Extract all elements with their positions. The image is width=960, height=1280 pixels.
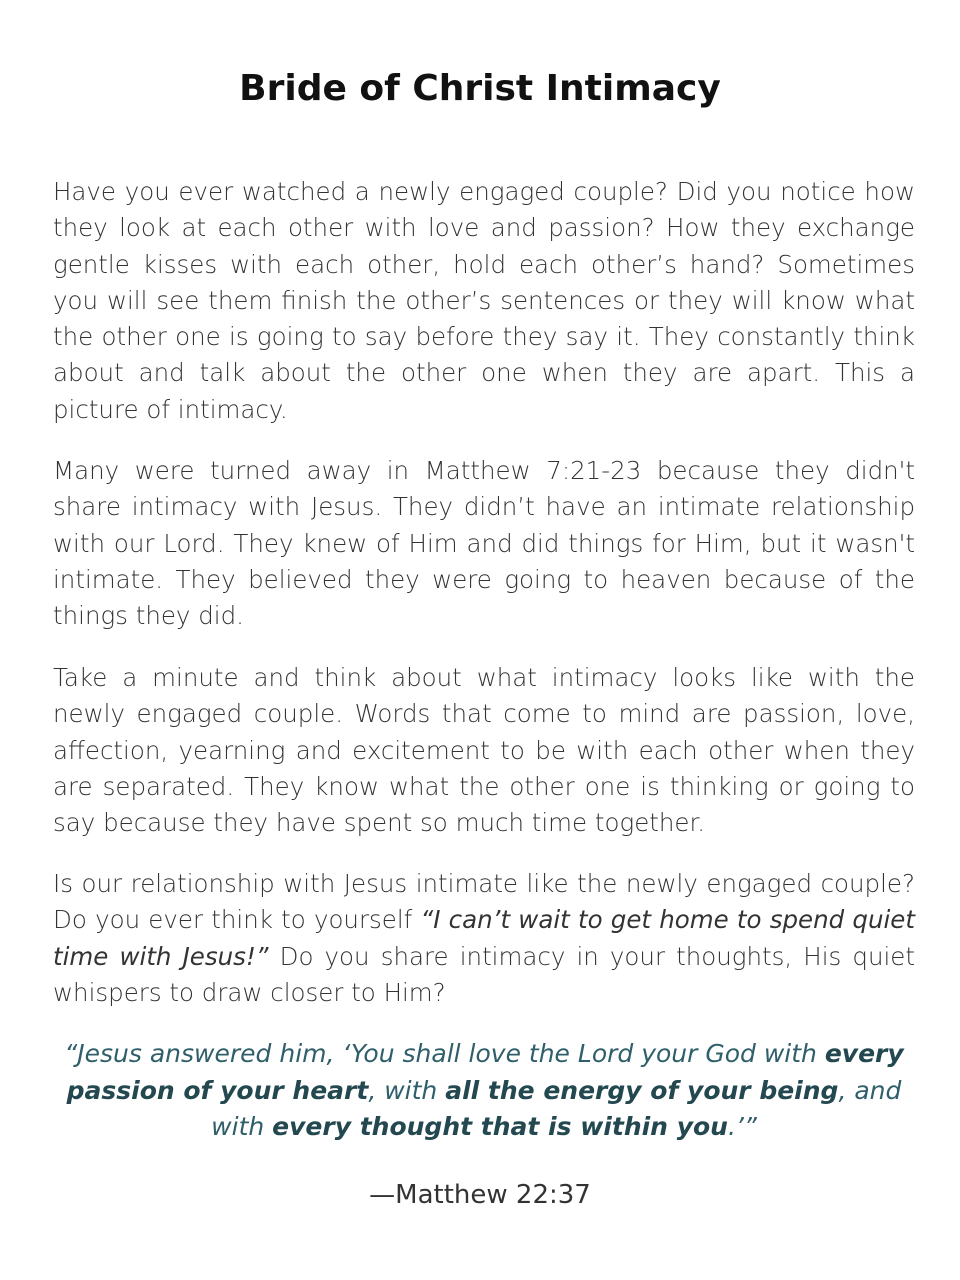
scripture-emphasis: all the energy of your being	[445, 1075, 839, 1105]
paragraph-text: Is our relationship with Jesus intimate like the newly engaged couple? Do you ever think to yourself	[53, 869, 915, 935]
paragraph-matthew-7: Many were turned away in Matthew 7:21-23 because they didn't share intimacy with Jesus. They didn’t have an intimate relationship with our Lord. They knew of Him and did things for Him, but it wasn't intimate. They believed they were going to heaven because of the things they did.	[53, 456, 915, 631]
scripture-quote	[53, 1036, 915, 1146]
page-title: Bride of Christ Intimacy	[239, 68, 721, 109]
paragraph-text: Do you share intimacy in your thoughts, His quiet whispers to draw closer to Him?	[53, 941, 915, 1007]
scripture-text: “Jesus answered him, ‘You shall love the Lord your God with	[64, 1039, 825, 1068]
paragraph-think-intimacy: Take a minute and think about what intimacy looks like with the newly engaged couple. Words that come to mind are passion, love, affection, yearning and excitement to be with each other when they are separated. They know what the other one is thinking or going to say because they have spent so much time together.	[53, 663, 915, 838]
scripture-text: .’”	[727, 1112, 757, 1141]
scripture-emphasis: every thought that is within you	[272, 1112, 728, 1141]
scripture-text: , with	[368, 1075, 446, 1105]
paragraph-relationship-question	[53, 866, 915, 1011]
scripture-citation: —Matthew 22:37	[369, 1180, 591, 1210]
scripture-emphasis: every passion of your heart	[66, 1039, 904, 1105]
paragraph-engaged-couple: Have you ever watched a newly engaged couple? Did you notice how they look at each other with love and passion? How they exchange gentle kisses with each other, hold each other’s hand? Sometimes you will see them finish the other’s sentences or they will know what the other one is going to say before they say it. They constantly think about and talk about the other one when they are apart. This a picture of intimacy.	[53, 177, 915, 424]
inline-quote: “I can’t wait to get home to spend quiet time with Jesus!”	[53, 905, 915, 971]
scripture-text: , and with	[211, 1075, 902, 1141]
